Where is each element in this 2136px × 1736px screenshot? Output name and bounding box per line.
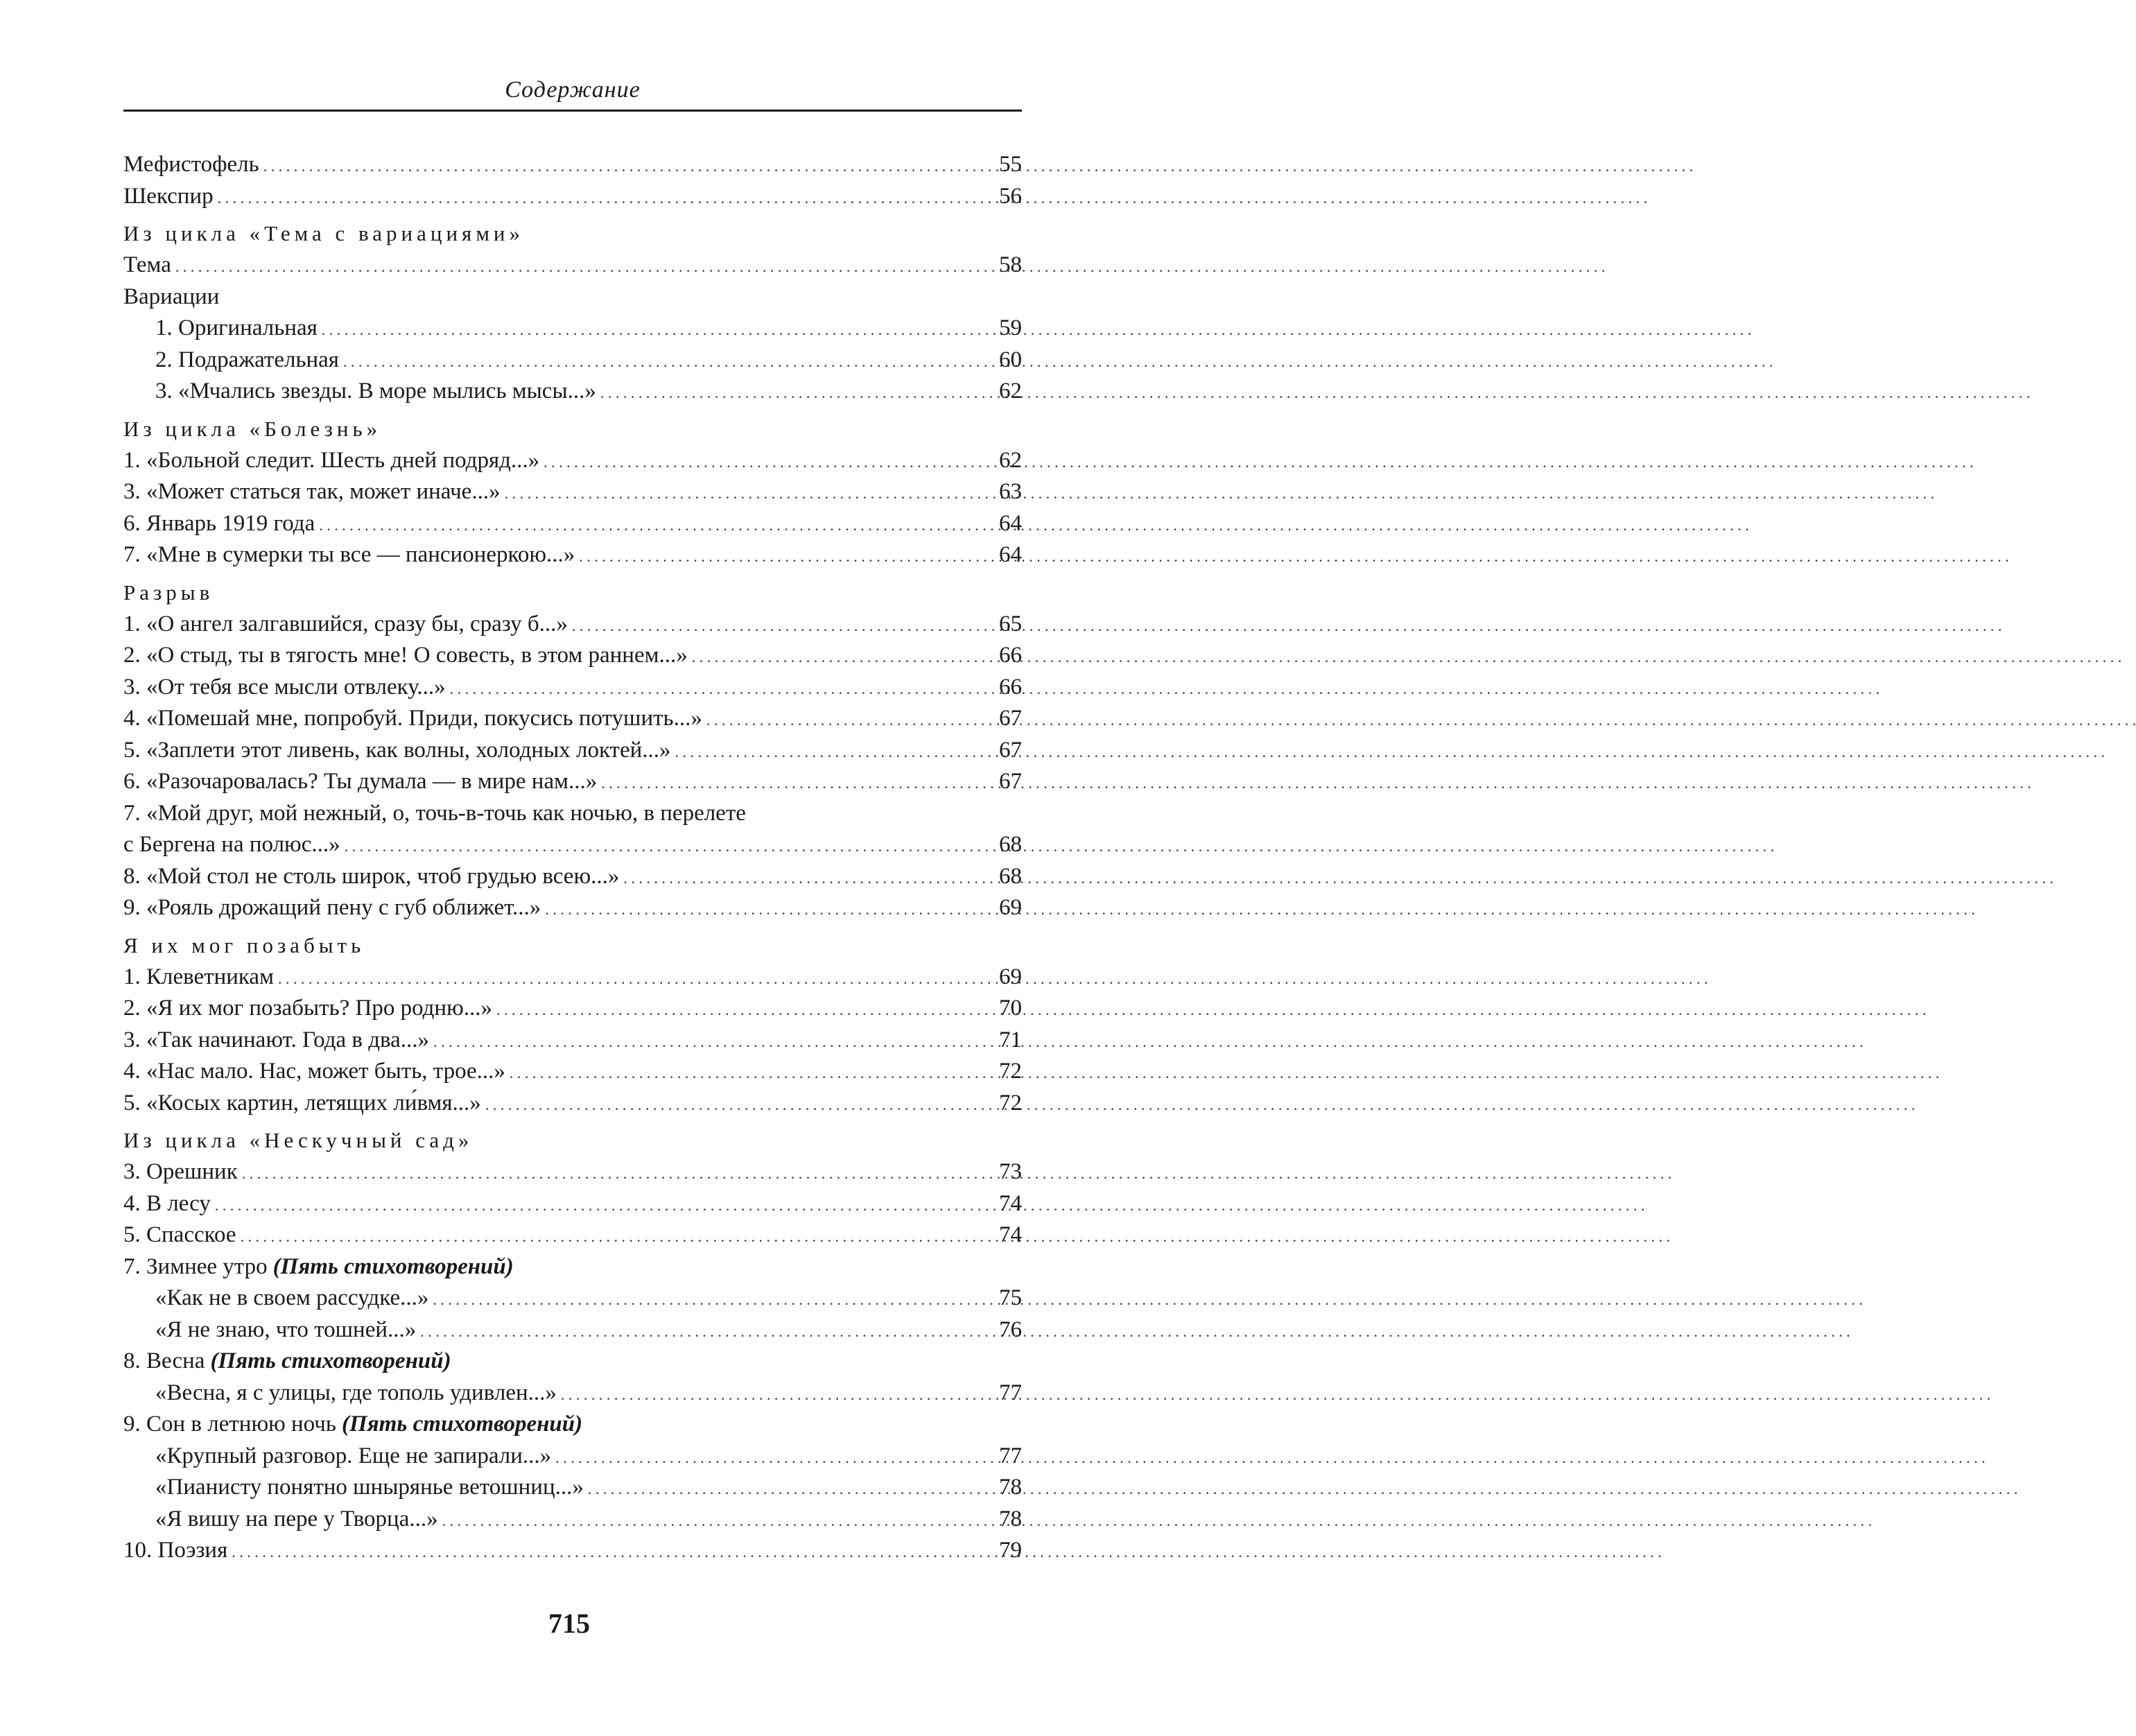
toc-page-number: 55 bbox=[999, 152, 1022, 177]
toc-entry bbox=[123, 861, 1022, 893]
dot-leader bbox=[218, 181, 990, 214]
toc-page-number: 67 bbox=[999, 737, 1022, 763]
toc-entry bbox=[123, 640, 1022, 672]
toc-entry-title: 4. «Помешай мне, попробуй. Приди, покусись потушить...» bbox=[123, 706, 702, 731]
toc-entry-title: 9. «Рояль дрожащий пену с губ оближет...» bbox=[123, 895, 541, 920]
toc-entry-title: 2. «О стыд, ты в тягость мне! О совесть, в этом раннем...» bbox=[123, 643, 688, 668]
toc-entry bbox=[123, 476, 1022, 508]
toc-entry bbox=[123, 376, 1022, 408]
dot-leader bbox=[450, 672, 990, 705]
dot-leader bbox=[505, 476, 990, 510]
dot-leader bbox=[433, 1283, 990, 1316]
toc-entry-title: 3. Орешник bbox=[123, 1159, 238, 1184]
toc-entry-title: 4. «Нас мало. Нас, может быть, трое...» bbox=[123, 1059, 505, 1084]
dot-leader bbox=[706, 703, 990, 736]
dot-leader bbox=[600, 376, 990, 409]
toc-entry bbox=[123, 993, 1022, 1025]
toc-entry-title: 10. Поэзия bbox=[123, 1538, 228, 1563]
toc-entry bbox=[123, 1088, 1022, 1120]
toc-entry-title: 9. Сон в летнюю ночь bbox=[123, 1412, 336, 1436]
toc-entry-title: 3. «Мчались звезды. В море мылись мысы...» bbox=[155, 379, 596, 403]
toc-page-number: 64 bbox=[999, 510, 1022, 536]
dot-leader bbox=[232, 1535, 990, 1568]
dot-leader bbox=[485, 1088, 990, 1121]
toc-page-number: 56 bbox=[999, 183, 1022, 209]
toc-entry-title: 6. «Разочаровалась? Ты думала — в мире нам...» bbox=[123, 769, 598, 794]
toc-entry bbox=[123, 892, 1022, 924]
toc-page-number: 69 bbox=[999, 964, 1022, 989]
toc-page-number: 62 bbox=[999, 379, 1022, 403]
toc-entry-title: «Как не в своем рассудке...» bbox=[155, 1285, 429, 1310]
toc-entry bbox=[123, 609, 1022, 641]
toc-entry bbox=[123, 1378, 1022, 1409]
dot-leader bbox=[555, 1441, 990, 1474]
header-rule bbox=[123, 110, 1022, 112]
toc-entry-title: «Я не знаю, что тошней...» bbox=[155, 1317, 417, 1342]
running-header: Содержание bbox=[505, 77, 641, 103]
toc-page-number: 62 bbox=[999, 447, 1022, 473]
toc-group-heading bbox=[123, 1346, 1022, 1378]
dot-leader bbox=[692, 640, 990, 673]
toc-entry bbox=[123, 1535, 1022, 1567]
toc-page-number: 75 bbox=[999, 1285, 1022, 1310]
toc-entry bbox=[123, 703, 1022, 735]
dot-leader bbox=[561, 1378, 990, 1411]
toc-entry bbox=[123, 539, 1022, 571]
table-of-contents bbox=[123, 149, 1022, 1567]
toc-page-number: 65 bbox=[999, 611, 1022, 636]
dot-leader bbox=[343, 345, 990, 378]
toc-entry-subtitle: (Пять стихотворений) bbox=[272, 1253, 514, 1279]
toc-page-number: 68 bbox=[999, 832, 1022, 857]
dot-leader bbox=[588, 1472, 990, 1505]
toc-entry bbox=[123, 672, 1022, 704]
toc-entry-title: Мефистофель bbox=[123, 152, 259, 177]
toc-entry-title: Из цикла «Тема с вариациями» bbox=[123, 221, 525, 245]
toc-entry-title: 4. В лесу bbox=[123, 1190, 211, 1216]
toc-entry-title: «Весна, я с улицы, где тополь удивлен...» bbox=[155, 1380, 557, 1405]
page-number: 715 bbox=[548, 1608, 590, 1639]
dot-leader bbox=[601, 766, 990, 799]
toc-page-number: 77 bbox=[999, 1380, 1022, 1405]
toc-page-number: 72 bbox=[999, 1090, 1022, 1116]
toc-entry-title: 6. Январь 1919 года bbox=[123, 510, 315, 536]
toc-page-number: 59 bbox=[999, 315, 1022, 340]
dot-leader bbox=[496, 993, 990, 1026]
dot-leader bbox=[579, 539, 990, 573]
dot-leader bbox=[215, 1188, 990, 1222]
toc-page-number: 78 bbox=[999, 1506, 1022, 1531]
toc-entry-title: 1. «О ангел залгавшийся, сразу бы, сразу б...» bbox=[123, 611, 568, 636]
toc-page-number: 76 bbox=[999, 1317, 1022, 1342]
toc-entry-title: «Я вишу на пере у Творца...» bbox=[155, 1506, 438, 1531]
toc-page-number: 66 bbox=[999, 643, 1022, 668]
toc-page-number: 63 bbox=[999, 479, 1022, 504]
toc-entry-title: Из цикла «Болезнь» bbox=[123, 416, 382, 441]
toc-entry bbox=[123, 766, 1022, 798]
toc-page-number: 67 bbox=[999, 769, 1022, 794]
toc-entry-title: 1. Клеветникам bbox=[123, 964, 274, 989]
toc-entry bbox=[123, 1472, 1022, 1504]
dot-leader bbox=[241, 1219, 990, 1253]
toc-entry-title: Я их мог позабыть bbox=[123, 932, 365, 957]
dot-leader bbox=[442, 1504, 990, 1537]
toc-entry bbox=[123, 181, 1022, 213]
toc-entry bbox=[123, 735, 1022, 767]
dot-leader bbox=[545, 892, 990, 926]
toc-entry-title: 7. «Мой друг, мой нежный, о, точь-в-точь как ночью, в перелете bbox=[123, 800, 746, 826]
toc-page-number: 70 bbox=[999, 996, 1022, 1021]
toc-entry-subtitle: (Пять стихотворений) bbox=[341, 1412, 583, 1436]
toc-entry-title: 3. «От тебя все мысли отвлеку...» bbox=[123, 674, 446, 700]
toc-entry-title: 8. Весна bbox=[123, 1348, 205, 1373]
dot-leader bbox=[510, 1056, 990, 1089]
toc-entry bbox=[123, 149, 1022, 181]
toc-page-number: 78 bbox=[999, 1475, 1022, 1500]
toc-entry bbox=[123, 345, 1022, 376]
toc-entry bbox=[123, 1156, 1022, 1188]
toc-entry-title: Вариации bbox=[123, 284, 220, 309]
toc-section-heading bbox=[123, 574, 1022, 609]
toc-entry bbox=[123, 508, 1022, 540]
toc-entry-title: «Крупный разговор. Еще не запирали...» bbox=[155, 1443, 552, 1468]
toc-entry-title: Тема bbox=[123, 252, 171, 277]
toc-entry bbox=[123, 1219, 1022, 1251]
toc-page-number: 73 bbox=[999, 1159, 1022, 1184]
toc-entry-title: 2. Подражательная bbox=[155, 347, 339, 372]
toc-entry bbox=[123, 1025, 1022, 1057]
toc-page-number: 68 bbox=[999, 863, 1022, 889]
toc-page-number: 77 bbox=[999, 1443, 1022, 1468]
toc-section-heading bbox=[123, 927, 1022, 962]
toc-entry-title: 3. «Может статься так, может иначе...» bbox=[123, 479, 501, 504]
toc-entry bbox=[123, 313, 1022, 345]
toc-entry-title: 1. «Больной следит. Шесть дней подряд...» bbox=[123, 447, 540, 473]
toc-entry-title: 3. «Так начинают. Года в два...» bbox=[123, 1027, 430, 1052]
toc-entry bbox=[123, 962, 1022, 993]
toc-entry bbox=[123, 1441, 1022, 1473]
toc-entry-title: 5. «Косых картин, летящих ли́вмя...» bbox=[123, 1090, 481, 1116]
toc-entry-title: с Бергена на полюс...» bbox=[123, 832, 340, 857]
toc-entry bbox=[123, 1283, 1022, 1314]
dot-leader bbox=[675, 735, 990, 768]
toc-entry-title: 7. «Мне в сумерки ты все — пансионеркою...» bbox=[123, 542, 575, 567]
toc-entry bbox=[123, 1056, 1022, 1088]
dot-leader bbox=[345, 829, 990, 862]
dot-leader bbox=[544, 445, 990, 478]
toc-entry-title: 5. Спасское bbox=[123, 1222, 236, 1247]
toc-page-number: 64 bbox=[999, 542, 1022, 567]
toc-entry-title: Шекспир bbox=[123, 183, 214, 209]
toc-group-heading bbox=[123, 798, 1022, 830]
toc-page-number: 72 bbox=[999, 1059, 1022, 1084]
toc-group-heading bbox=[123, 281, 1022, 313]
dot-leader bbox=[572, 609, 990, 642]
toc-entry bbox=[123, 445, 1022, 477]
toc-page-number: 74 bbox=[999, 1190, 1022, 1216]
toc-entry-subtitle: (Пять стихотворений) bbox=[210, 1348, 451, 1373]
toc-entry-title: 2. «Я их мог позабыть? Про родню...» bbox=[123, 996, 492, 1021]
toc-entry-title: «Пианисту понятно шнырянье ветошниц...» bbox=[155, 1475, 584, 1500]
toc-section-heading bbox=[123, 215, 1022, 250]
toc-entry bbox=[123, 1504, 1022, 1536]
dot-leader bbox=[175, 250, 990, 283]
toc-group-heading bbox=[123, 1409, 1022, 1441]
toc-section-heading bbox=[123, 1122, 1022, 1156]
dot-leader bbox=[322, 313, 990, 346]
toc-entry bbox=[123, 1314, 1022, 1346]
toc-page-number: 71 bbox=[999, 1027, 1022, 1052]
toc-page-number: 67 bbox=[999, 706, 1022, 731]
toc-entry-title: Разрыв bbox=[123, 580, 214, 605]
dot-leader bbox=[420, 1314, 990, 1348]
dot-leader bbox=[319, 508, 990, 541]
dot-leader bbox=[623, 861, 990, 894]
toc-page-number: 74 bbox=[999, 1222, 1022, 1247]
dot-leader bbox=[263, 149, 990, 182]
toc-entry-title: Из цикла «Нескучный сад» bbox=[123, 1128, 474, 1152]
dot-leader bbox=[242, 1156, 990, 1190]
toc-entry-title: 5. «Заплети этот ливень, как волны, холодных локтей...» bbox=[123, 737, 671, 763]
toc-page-number: 69 bbox=[999, 895, 1022, 920]
toc-entry-title: 8. «Мой стол не столь широк, чтоб грудью всею...» bbox=[123, 863, 620, 889]
dot-leader bbox=[278, 962, 990, 995]
dot-leader bbox=[433, 1025, 990, 1058]
toc-page-number: 58 bbox=[999, 252, 1022, 277]
toc-page-number: 79 bbox=[999, 1538, 1022, 1563]
toc-page-number: 66 bbox=[999, 674, 1022, 700]
toc-entry bbox=[123, 1188, 1022, 1220]
toc-group-heading bbox=[123, 1251, 1022, 1283]
toc-entry bbox=[123, 250, 1022, 281]
toc-entry bbox=[123, 829, 1022, 861]
toc-page-number: 60 bbox=[999, 347, 1022, 372]
toc-entry-title: 7. Зимнее утро bbox=[123, 1253, 268, 1279]
toc-entry-title: 1. Оригинальная bbox=[155, 315, 318, 340]
toc-section-heading bbox=[123, 410, 1022, 445]
